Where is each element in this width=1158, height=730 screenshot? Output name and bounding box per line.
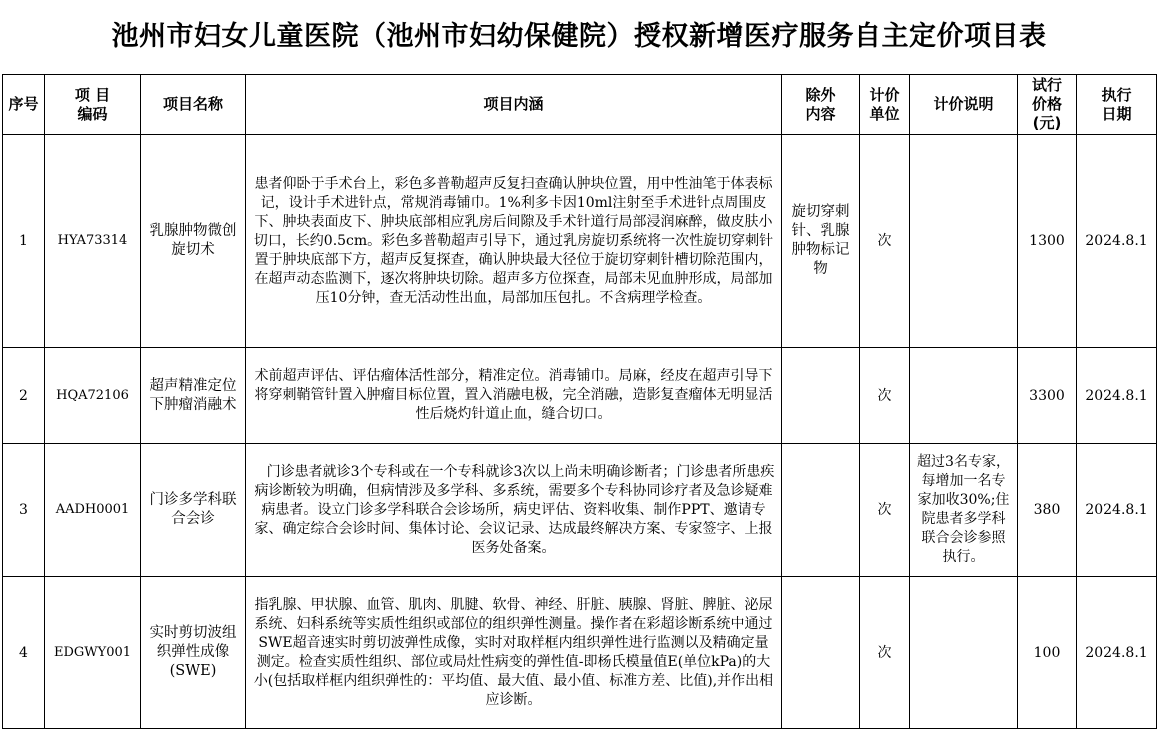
cell-date: 2024.8.1 bbox=[1077, 135, 1157, 348]
cell-price: 3300 bbox=[1018, 348, 1077, 444]
cell-note bbox=[910, 135, 1018, 348]
page-title: 池州市妇女儿童医院（池州市妇幼保健院）授权新增医疗服务自主定价项目表 bbox=[111, 21, 1047, 52]
header-code: 项 目 编码 bbox=[45, 75, 141, 135]
header-seq: 序号 bbox=[3, 75, 45, 135]
header-content: 项目内涵 bbox=[246, 75, 782, 135]
cell-code: HYA73314 bbox=[45, 135, 141, 348]
cell-excluded: 旋切穿刺针、乳腺肿物标记物 bbox=[782, 135, 860, 348]
table-row bbox=[3, 444, 1157, 577]
cell-note bbox=[910, 348, 1018, 444]
cell-name: 门诊多学科联合会诊 bbox=[141, 444, 246, 577]
table-row bbox=[3, 348, 1157, 444]
cell-name: 超声精准定位下肿瘤消融术 bbox=[141, 348, 246, 444]
cell-price: 380 bbox=[1018, 444, 1077, 577]
header-unit: 计价 单位 bbox=[860, 75, 910, 135]
header-price: 试行 价格 (元) bbox=[1018, 75, 1077, 135]
cell-seq: 4 bbox=[3, 577, 45, 729]
cell-code: HQA72106 bbox=[45, 348, 141, 444]
cell-name: 实时剪切波组织弹性成像(SWE) bbox=[141, 577, 246, 729]
pricing-table bbox=[2, 74, 1157, 729]
table-row bbox=[3, 135, 1157, 348]
cell-date: 2024.8.1 bbox=[1077, 577, 1157, 729]
cell-excluded bbox=[782, 444, 860, 577]
cell-content: 术前超声评估、评估瘤体活性部分，精准定位。消毒铺巾。局麻，经皮在超声引导下将穿刺鞘管针置入肿瘤目标位置，置入消融电极，完全消融，造影复查瘤体无明显活性后烧灼针道止血，缝合切口。 bbox=[246, 348, 782, 444]
cell-excluded bbox=[782, 348, 860, 444]
cell-unit: 次 bbox=[860, 444, 910, 577]
header-name: 项目名称 bbox=[141, 75, 246, 135]
cell-unit: 次 bbox=[860, 135, 910, 348]
cell-code: EDGWY001 bbox=[45, 577, 141, 729]
table-header-row bbox=[3, 75, 1157, 135]
header-date: 执行 日期 bbox=[1077, 75, 1157, 135]
cell-note: 超过3名专家，每增加一名专家加收30%;住院患者多学科联合会诊参照执行。 bbox=[910, 444, 1018, 577]
cell-code: AADH0001 bbox=[45, 444, 141, 577]
cell-content: 门诊患者就诊3个专科或在一个专科就诊3次以上尚未明确诊断者；门诊患者所患疾病诊断较为明确，但病情涉及多学科、多系统，需要多个专科协同诊疗者及急诊疑难病患者。设立门诊多学科联合会诊场所，病史评估、资料收集、制作PPT、邀请专家、确定综合会诊时间、集体讨论、会议记录、达成最终解决方案、专家签字、上报医务处备案。 bbox=[246, 444, 782, 577]
cell-seq: 1 bbox=[3, 135, 45, 348]
cell-date: 2024.8.1 bbox=[1077, 348, 1157, 444]
cell-content: 指乳腺、甲状腺、血管、肌肉、肌腱、软骨、神经、肝脏、胰腺、肾脏、脾脏、泌尿系统、妇科系统等实质性组织或部位的组织弹性测量。操作者在彩超诊断系统中通过SWE超音速实时剪切波弹性成像，实时对取样框内组织弹性进行监测以及精确定量测定。检查实质性组织、部位或局灶性病变的弹性值-即杨氏模量值E(单位kPa)的大小(包括取样框内组织弹性的：平均值、最大值、最小值、标准方差、比值),并作出相应诊断。 bbox=[246, 577, 782, 729]
cell-seq: 2 bbox=[3, 348, 45, 444]
header-excluded: 除外 内容 bbox=[782, 75, 860, 135]
cell-unit: 次 bbox=[860, 348, 910, 444]
header-note: 计价说明 bbox=[910, 75, 1018, 135]
cell-price: 1300 bbox=[1018, 135, 1077, 348]
cell-seq: 3 bbox=[3, 444, 45, 577]
cell-date: 2024.8.1 bbox=[1077, 444, 1157, 577]
table-row bbox=[3, 577, 1157, 729]
cell-unit: 次 bbox=[860, 577, 910, 729]
cell-name: 乳腺肿物微创旋切术 bbox=[141, 135, 246, 348]
cell-content: 患者仰卧于手术台上，彩色多普勒超声反复扫查确认肿块位置，用中性油笔于体表标记，设计手术进针点，常规消毒铺巾。1%利多卡因10ml注射至手术进针点周围皮下、肿块表面皮下、肿块底部相应乳房后间隙及手术针道行局部浸润麻醉，做皮肤小切口，长约0.5cm。彩色多普勒超声引导下，通过乳房旋切系统将一次性旋切穿刺针置于肿块底部下方，超声反复探查，确认肿块最大径位于旋切穿刺针槽切除范围内，在超声动态监测下，逐次将肿块切除。超声多方位探查，局部未见血肿形成，局部加压10分钟，查无活动性出血，局部加压包扎。不含病理学检查。 bbox=[246, 135, 782, 348]
cell-price: 100 bbox=[1018, 577, 1077, 729]
cell-excluded bbox=[782, 577, 860, 729]
cell-note bbox=[910, 577, 1018, 729]
